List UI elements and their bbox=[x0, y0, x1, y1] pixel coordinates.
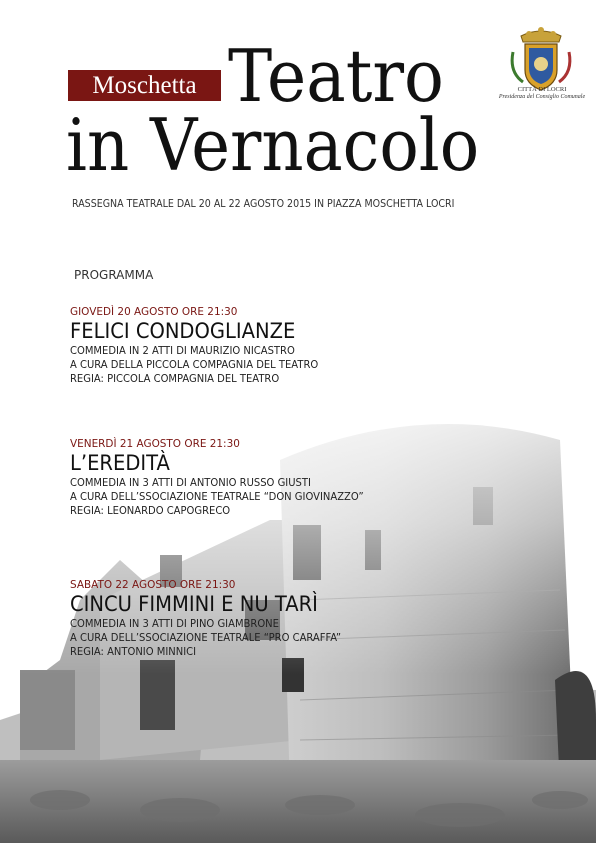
event-2 bbox=[70, 437, 379, 518]
event-1 bbox=[70, 305, 331, 386]
event-title: FELICI CONDOGLIANZE bbox=[70, 319, 296, 343]
event-detail: A CURA DELL’SSOCIAZIONE TEATRALE “DON GIOVINAZZO” bbox=[70, 491, 364, 503]
event-detail: COMMEDIA IN 3 ATTI DI PINO GIAMBRONE bbox=[70, 618, 279, 630]
event-detail: REGIA: PICCOLA COMPAGNIA DEL TEATRO bbox=[70, 373, 280, 385]
title-line-2: in Vernacolo bbox=[66, 103, 480, 187]
event-detail: REGIA: LEONARDO CAPOGRECO bbox=[70, 505, 231, 517]
event-detail: COMMEDIA IN 2 ATTI DI MAURIZIO NICASTRO bbox=[70, 345, 295, 357]
event-datetime: GIOVEDÌ 20 AGOSTO ORE 21:30 bbox=[70, 305, 238, 318]
program-heading: PROGRAMMA bbox=[74, 268, 154, 282]
event-detail: COMMEDIA IN 3 ATTI DI ANTONIO RUSSO GIUSTI bbox=[70, 477, 311, 489]
festival-subtitle: RASSEGNA TEATRALE DAL 20 AL 22 AGOSTO 2015 IN PIAZZA MOSCHETTA LOCRI bbox=[72, 198, 455, 210]
event-detail: A CURA DELLA PICCOLA COMPAGNIA DEL TEATRO bbox=[70, 359, 319, 371]
event-3 bbox=[70, 578, 355, 659]
event-title: L’EREDITÀ bbox=[70, 451, 170, 475]
event-detail: A CURA DELL’SSOCIAZIONE TEATRALE “PRO CARAFFA” bbox=[70, 632, 342, 644]
title-line-1: Teatro bbox=[228, 34, 444, 118]
crest-caption: CITTÀ DI LOCRI bbox=[517, 86, 567, 93]
event-detail: REGIA: ANTONIO MINNICI bbox=[70, 646, 197, 658]
crest-subcaption: Presidenza del Consiglio Comunale bbox=[498, 94, 586, 100]
event-title: CINCU FIMMINI E NU TARÌ bbox=[70, 592, 318, 616]
event-datetime: VENERDÌ 21 AGOSTO ORE 21:30 bbox=[70, 437, 240, 450]
venue-tag: Moschetta bbox=[68, 70, 221, 101]
event-datetime: SABATO 22 AGOSTO ORE 21:30 bbox=[70, 578, 236, 591]
